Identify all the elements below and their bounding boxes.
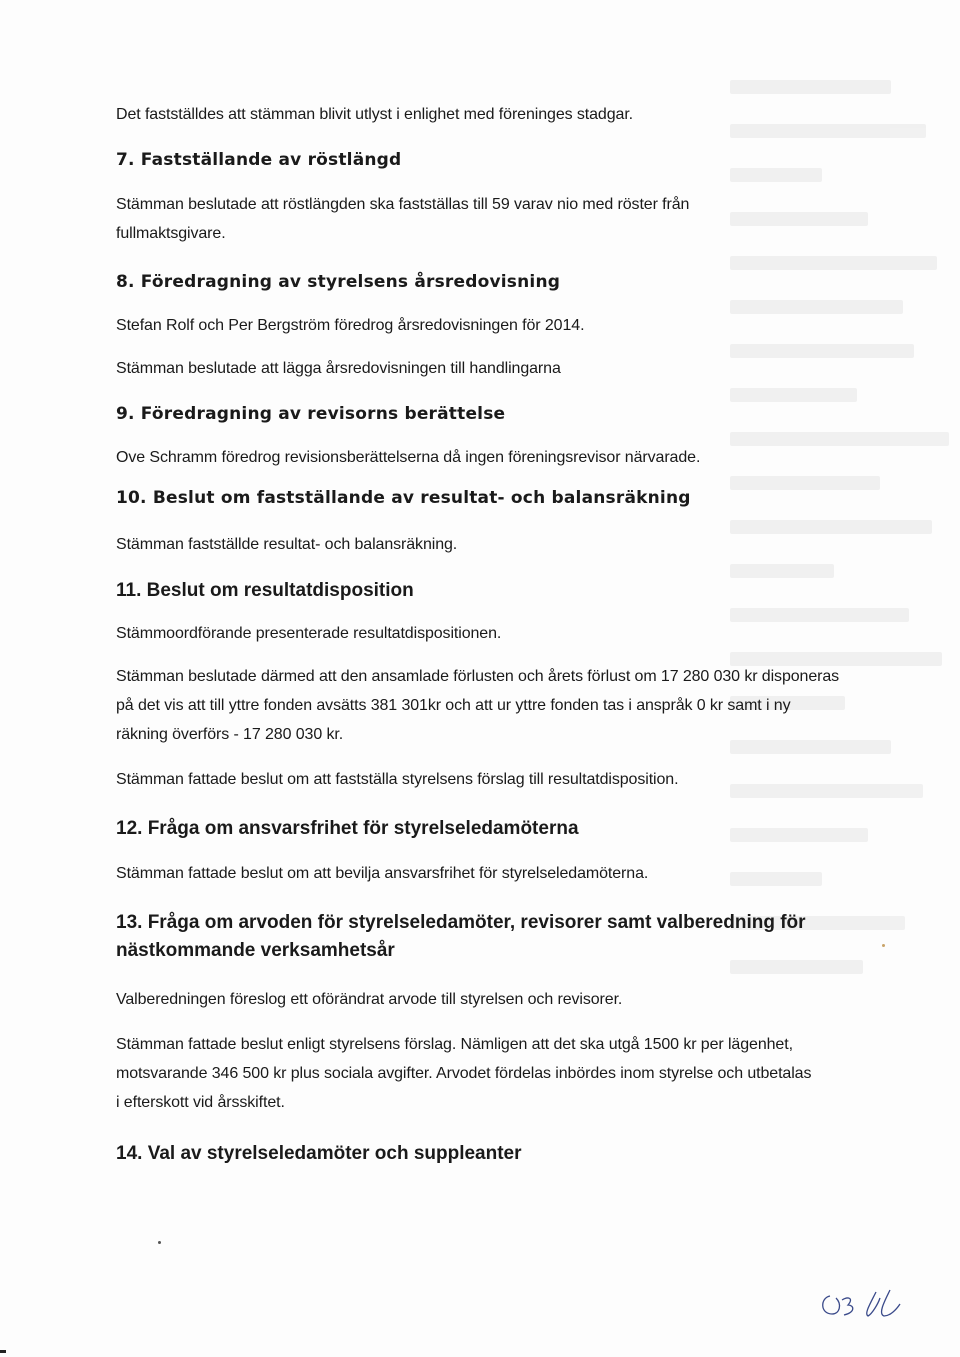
speck-mark <box>882 944 885 947</box>
heading-item-7: 7. Fastställande av röstlängd <box>116 150 402 170</box>
heading-item-11: 11. Beslut om resultatdisposition <box>116 580 414 601</box>
heading-item-12: 12. Fråga om ansvarsfrihet för styrelseledamöterna <box>116 818 579 839</box>
paragraph-nomination: Valberedningen föreslog ett oförändrat arvode till styrelsen och revisorer. <box>116 991 623 1008</box>
speck-mark <box>158 1241 161 1244</box>
paragraph-balance-sheet: Stämman fastställde resultat- och balansräkning. <box>116 536 458 553</box>
document-body <box>116 100 846 1168</box>
paragraph-fee-decision: Stämman fattade beslut enligt styrelsens förslag. Nämligen att det ska utgå 1500 kr per lägenhet, motsvarande 346 500 kr plus sociala avgifter. Arvodet fördelas inbördes inom styrelse och utbetalas i efterskott vid årsskiftet. <box>116 1036 812 1111</box>
heading-item-9: 9. Föredragning av revisorns berättelse <box>116 404 506 424</box>
heading-item-14: 14. Val av styrelseledamöter och suppleanter <box>116 1143 522 1164</box>
heading-item-13: 13. Fråga om arvoden för styrelseledamöter, revisorer samt valberedning för nästkommande verksamhetsår <box>116 912 806 961</box>
edge-mark <box>0 1350 6 1353</box>
paragraph-annual-report: Stefan Rolf och Per Bergström föredrog årsredovisningen för 2014. <box>116 317 585 334</box>
paragraph-annual-report-decision: Stämman beslutade att lägga årsredovisningen till handlingarna <box>116 360 561 377</box>
paragraph-notice: Det fastställdes att stämman blivit utlyst i enlighet med föreninges stadgar. <box>116 106 634 123</box>
paragraph-disposition-decision: Stämman beslutade därmed att den ansamlade förlusten och årets förlust om 17 280 030 kr disponeras på det vis att till yttre fonden avsätts 381 301kr och att ur yttre fonden tas i anspråk 0 kr samt i ny räkning överförs - 17 280 030 kr. <box>116 668 840 743</box>
paragraph-disposition-presented: Stämmoordförande presenterade resultatdispositionen. <box>116 625 502 642</box>
paragraph-auditor-report: Ove Schramm föredrog revisionsberättelserna då ingen föreningsrevisor närvarade. <box>116 449 701 466</box>
heading-item-10: 10. Beslut om fastställande av resultat- och balansräkning <box>116 488 691 508</box>
paragraph-roll: Stämman beslutade att röstlängden ska fastställas till 59 varav nio med röster från fullmaktsgivare. <box>116 196 690 242</box>
handwritten-initials <box>818 1278 918 1328</box>
paragraph-disposition-adopted: Stämman fattade beslut om att fastställa styrelsens förslag till resultatdisposition. <box>116 771 679 788</box>
heading-item-8: 8. Föredragning av styrelsens årsredovisning <box>116 272 561 292</box>
paragraph-discharge: Stämman fattade beslut om att bevilja ansvarsfrihet för styrelseledamöterna. <box>116 865 649 882</box>
